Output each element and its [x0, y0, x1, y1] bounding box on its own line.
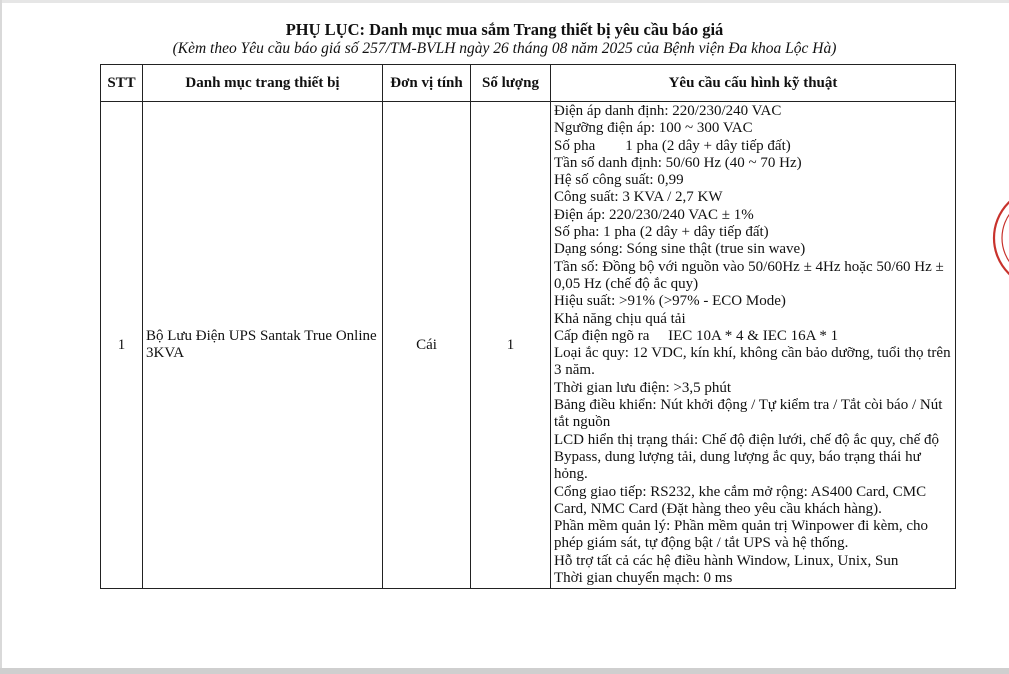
header-stt: STT — [101, 65, 143, 102]
spec-line: Hiệu suất: >91% (>97% - ECO Mode) — [554, 293, 786, 310]
spec-line: Công suất: 3 KVA / 2,7 KW — [554, 189, 723, 206]
spec-line: Loại ắc quy: 12 VDC, kín khí, không cần bảo dưỡng, tuổi thọ trên 3 năm. — [554, 345, 951, 379]
spec-line: Điện áp: 220/230/240 VAC ± 1% — [554, 206, 754, 223]
spec-line: Thời gian chuyển mạch: 0 ms — [554, 570, 733, 587]
spec-line: Hệ số công suất: 0,99 — [554, 172, 684, 189]
cell-name: Bộ Lưu Điện UPS Santak True Online 3KVA — [143, 102, 383, 589]
cell-qty: 1 — [471, 102, 551, 589]
scan-edge-top — [0, 0, 1009, 3]
spec-line: Điện áp danh định: 220/230/240 VAC — [554, 103, 782, 119]
title-text: Danh mục mua sắm Trang thiết bị yêu cầu báo giá — [369, 20, 724, 39]
spec-line: Hỗ trợ tất cả các hệ điều hành Window, Linux, Unix, Sun — [554, 552, 899, 569]
header-unit: Đơn vị tính — [383, 65, 471, 102]
spec-line: Phần mềm quản lý: Phần mềm quản trị Winpower đi kèm, cho phép giám sát, tự động bật / tắt UPS và hệ thống. — [554, 518, 929, 552]
scan-edge-left — [0, 0, 2, 674]
spec-line: Số pha: 1 pha (2 dây + dây tiếp đất) — [554, 224, 769, 241]
page-subtitle: (Kèm theo Yêu cầu báo giá số 257/TM-BVLH ngày 26 tháng 08 năm 2025 của Bệnh viện Đa khoa Lộc Hà) — [172, 40, 837, 57]
header-qty: Số lượng — [471, 65, 551, 102]
spec-line: LCD hiển thị trạng thái: Chế độ điện lưới, chế độ ắc quy, chế độ Bypass, dung lượng tải, dung lượng ắc quy, báo trạng thái hư hỏng. — [554, 431, 939, 483]
scan-edge-bottom — [0, 668, 1009, 674]
spec-line: Số pha 1 pha (2 dây + dây tiếp đất) — [554, 137, 791, 154]
header-spec: Yêu cầu cấu hình kỹ thuật — [551, 65, 956, 102]
equipment-table — [100, 64, 956, 589]
table-row — [101, 102, 956, 589]
stamp-fragment — [984, 188, 1009, 288]
spec-line: Thời gian lưu điện: >3,5 phút — [554, 379, 732, 396]
cell-spec — [551, 102, 956, 589]
spec-line: Ngưỡng điện áp: 100 ~ 300 VAC — [554, 120, 753, 137]
title-label: PHỤ LỤC: — [285, 20, 365, 39]
header-name: Danh mục trang thiết bị — [143, 65, 383, 102]
cell-unit: Cái — [383, 102, 471, 589]
spec-line: Dạng sóng: Sóng sine thật (true sin wave) — [554, 241, 806, 258]
table-header-row — [101, 65, 956, 102]
cell-stt: 1 — [101, 102, 143, 589]
spec-line: Tần số: Đồng bộ với nguồn vào 50/60Hz ± 4Hz hoặc 50/60 Hz ± 0,05 Hz (chế độ ắc quy) — [554, 258, 944, 292]
page-title — [0, 20, 1009, 40]
spec-line: Tần số danh định: 50/60 Hz (40 ~ 70 Hz) — [554, 154, 802, 171]
spec-line: Cổng giao tiếp: RS232, khe cắm mở rộng: AS400 Card, CMC Card, NMC Card (Đặt hàng theo yêu cầu khách hàng). — [554, 483, 927, 517]
spec-line: Bảng điều khiển: Nút khởi động / Tự kiểm tra / Tắt còi báo / Nút tắt nguồn — [554, 397, 943, 431]
spec-line: Cấp điện ngõ ra IEC 10A * 4 & IEC 16A * 1 — [554, 327, 839, 344]
spec-line: Khả năng chịu quá tải — [554, 310, 686, 327]
